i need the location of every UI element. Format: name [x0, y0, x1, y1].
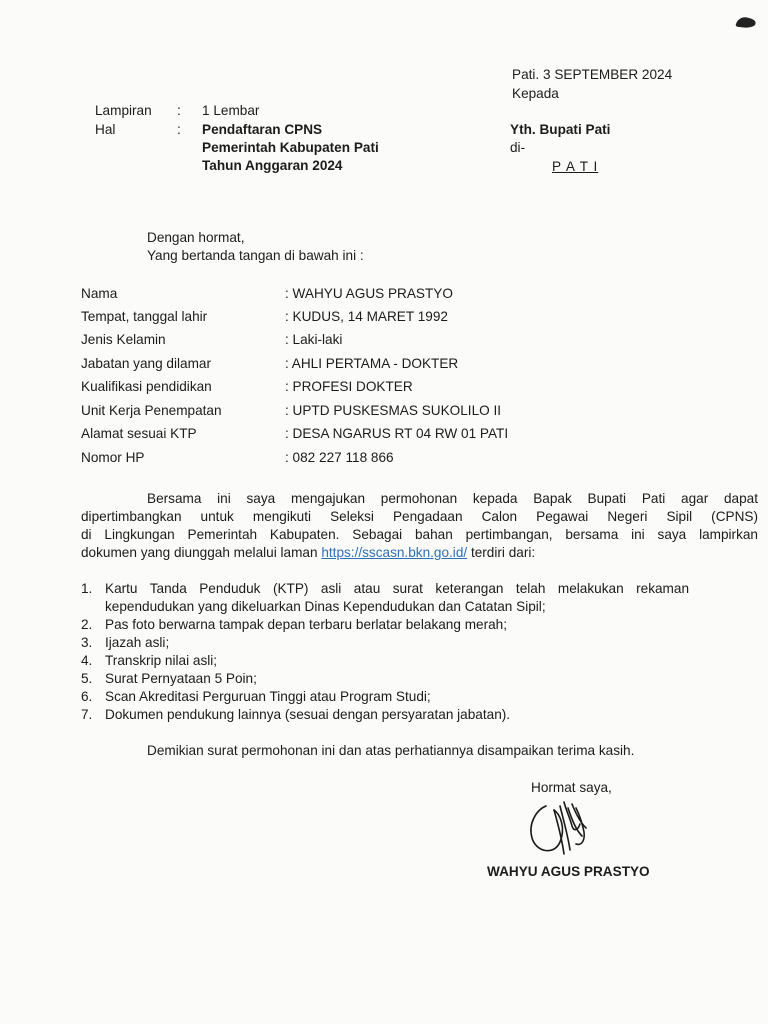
- identity-label-ttl: Tempat, tanggal lahir: [81, 309, 208, 324]
- identity-label-address: Alamat sesuai KTP: [81, 426, 197, 441]
- identity-value-phone: : 082 227 118 866: [285, 450, 394, 465]
- list-item-text: Dokumen pendukung lainnya (sesuai dengan persyaratan jabatan).: [105, 707, 511, 722]
- list-number: 3.: [81, 635, 93, 650]
- signature-salutation: Hormat saya,: [531, 780, 612, 795]
- recipient-di: di-: [510, 140, 526, 155]
- closing-line: Demikian surat permohonan ini dan atas perhatiannya disampaikan terima kasih.: [147, 743, 635, 758]
- list-item-text: Scan Akreditasi Perguruan Tinggi atau Program Studi;: [105, 689, 431, 704]
- identity-value-education: : PROFESI DOKTER: [285, 379, 413, 394]
- intro-line: Yang bertanda tangan di bawah ini :: [147, 248, 364, 263]
- greeting: Dengan hormat,: [147, 230, 245, 245]
- list-item-text: Transkrip nilai asli;: [105, 653, 218, 668]
- identity-label-nama: Nama: [81, 286, 118, 301]
- list-number: 7.: [81, 707, 93, 722]
- lampiran-value: 1 Lembar: [202, 103, 260, 118]
- identity-label-gender: Jenis Kelamin: [81, 332, 166, 347]
- body-line-4-text: dokumen yang diunggah melalui laman: [81, 545, 322, 560]
- body-line-1: Bersama ini saya mengajukan permohonan kepada Bapak Bupati Pati agar dapat: [147, 491, 758, 506]
- lampiran-colon: :: [177, 103, 181, 118]
- hal-line-1: Pendaftaran CPNS: [202, 122, 323, 137]
- identity-label-phone: Nomor HP: [81, 450, 145, 465]
- list-item-text: Kartu Tanda Penduduk (KTP) asli atau surat keterangan telah melakukan rekaman: [105, 581, 689, 596]
- list-number: 1.: [81, 581, 93, 596]
- list-item-text: Surat Pernyataan 5 Poin;: [105, 671, 257, 686]
- identity-label-position: Jabatan yang dilamar: [81, 356, 211, 371]
- signatory-name: WAHYU AGUS PRASTYO: [487, 864, 650, 879]
- letter-date: Pati. 3 SEPTEMBER 2024: [512, 67, 673, 82]
- body-line-4-tail: terdiri dari:: [467, 545, 536, 560]
- ink-mark: [734, 14, 758, 30]
- list-item-text: Pas foto berwarna tampak depan terbaru berlatar belakang merah;: [105, 617, 508, 632]
- identity-value-position: : AHLI PERTAMA - DOKTER: [285, 356, 459, 371]
- identity-value-gender: : Laki-laki: [285, 332, 343, 347]
- list-item-text: Ijazah asli;: [105, 635, 170, 650]
- list-number: 5.: [81, 671, 93, 686]
- lampiran-label: Lampiran: [95, 103, 152, 118]
- body-line-3: di Lingkungan Pemerintah Kabupaten. Sebagai bahan pertimbangan, bersama ini saya lampirkan: [81, 527, 758, 542]
- identity-value-address: : DESA NGARUS RT 04 RW 01 PATI: [285, 426, 509, 441]
- identity-value-nama: : WAHYU AGUS PRASTYO: [285, 286, 453, 301]
- list-item-text-cont: kependudukan yang dikeluarkan Dinas Kependudukan dan Catatan Sipil;: [105, 599, 546, 614]
- identity-label-education: Kualifikasi pendidikan: [81, 379, 212, 394]
- hal-colon: :: [177, 122, 181, 137]
- identity-value-unit: : UPTD PUSKESMAS SUKOLILO II: [285, 403, 502, 418]
- handwritten-signature: [524, 796, 596, 862]
- list-number: 4.: [81, 653, 93, 668]
- list-number: 6.: [81, 689, 93, 704]
- list-number: 2.: [81, 617, 93, 632]
- kepada-label: Kepada: [512, 86, 559, 101]
- hal-label: Hal: [95, 122, 116, 137]
- hal-line-3: Tahun Anggaran 2024: [202, 158, 343, 173]
- recipient-title: Yth. Bupati Pati: [510, 122, 611, 137]
- identity-label-unit: Unit Kerja Penempatan: [81, 403, 222, 418]
- body-line-2: dipertimbangkan untuk mengikuti Seleksi Pengadaan Calon Pegawai Negeri Sipil (CPNS): [81, 509, 758, 524]
- sscasn-link[interactable]: https://sscasn.bkn.go.id/: [321, 545, 468, 560]
- body-line-4: [81, 545, 535, 560]
- recipient-city: P A T I: [552, 159, 599, 174]
- hal-line-2: Pemerintah Kabupaten Pati: [202, 140, 379, 155]
- identity-value-ttl: : KUDUS, 14 MARET 1992: [285, 309, 448, 324]
